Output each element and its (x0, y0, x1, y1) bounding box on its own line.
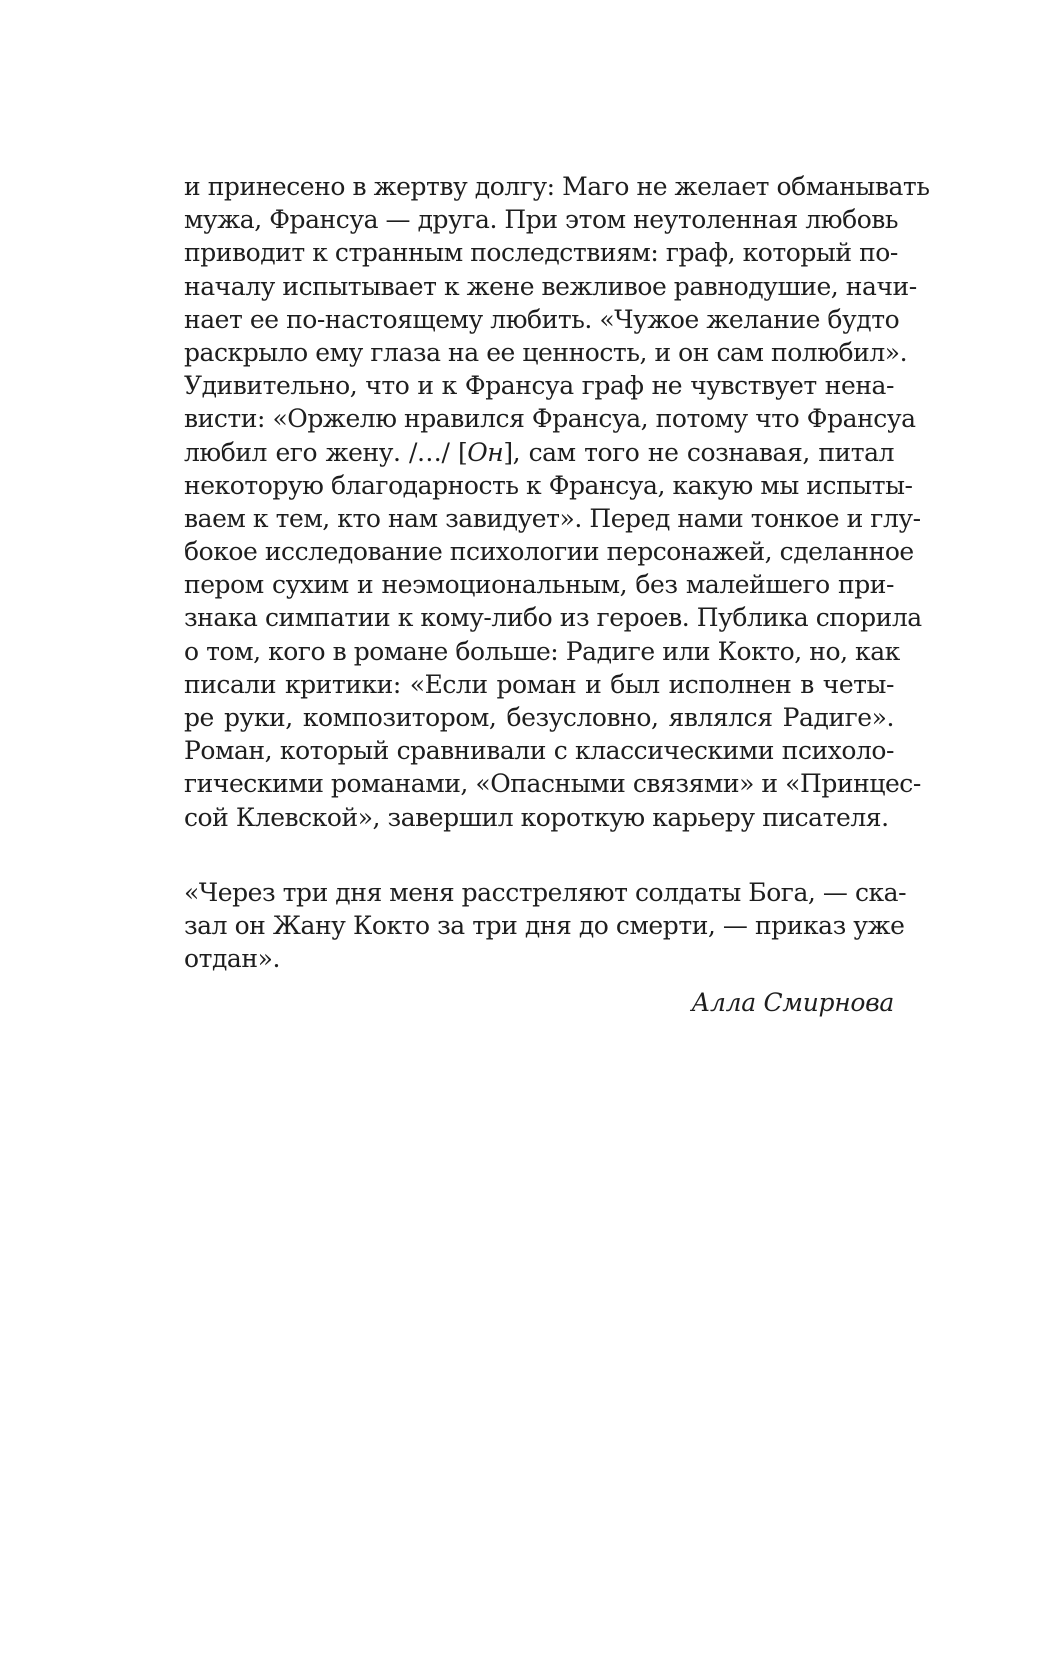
text-line: мужа, Франсуа — друга. При этом неутоленная любовь (184, 205, 899, 235)
text-line: пером сухим и неэмоциональным, без малейшего при- (184, 570, 894, 600)
text-line: и принесено в жертву долгу: Маго не желает обманывать (184, 172, 930, 201)
text-line: Удивительно, что и к Франсуа граф не чувствует нена- (184, 371, 894, 401)
text-line: приводит к странным последствиям: граф, который по- (184, 238, 898, 268)
text-segment: ], сам того не сознавая, питал (503, 437, 895, 467)
text-line: зал он Жану Кокто за три дня до смерти, — приказ уже (184, 911, 905, 941)
text-segment: любил его жену. /…/ [ (184, 437, 468, 467)
paragraph-main (184, 170, 930, 834)
text-line: гическими романами, «Опасными связями» и «Принцес- (184, 769, 921, 799)
text-line: началу испытывает к жене вежливое равнодушие, начи- (184, 271, 917, 301)
text-line: ре руки, композитором, безусловно, являлся Радиге». (184, 703, 894, 732)
text-line: раскрыло ему глаза на ее ценность, и он сам полюбил». (184, 337, 908, 367)
text-line: нает ее по-настоящему любить. «Чужое желание будто (184, 304, 900, 334)
text-line: «Через три дня меня расстреляют солдаты Бога, — ска- (184, 878, 907, 907)
text-line: сой Клевской», завершил короткую карьеру писателя. (184, 802, 889, 832)
text-line: ваем к тем, кто нам завидует». Перед нами тонкое и глу- (184, 503, 921, 533)
text-line: отдан». (184, 944, 280, 974)
author-signature: Алла Смирнова (691, 988, 894, 1017)
text-line: знака симпатии к кому-либо из героев. Публика спорила (184, 603, 922, 633)
text-line: писали критики: «Если роман и был исполнен в четы- (184, 669, 894, 699)
text-line: о том, кого в романе больше: Радиге или Кокто, но, как (184, 636, 900, 666)
italic-word: Он (467, 437, 504, 467)
text-line: бокое исследование психологии персонажей, сделанное (184, 537, 914, 567)
text-line: висти: «Оржелю нравился Франсуа, потому что Франсуа (184, 404, 916, 434)
paragraph-quote (184, 876, 907, 976)
text-line: Роман, который сравнивали с классическими психоло- (184, 736, 894, 766)
text-line-with-italic (184, 436, 894, 469)
text-line: некоторую благодарность к Франсуа, какую мы испыты- (184, 470, 913, 500)
